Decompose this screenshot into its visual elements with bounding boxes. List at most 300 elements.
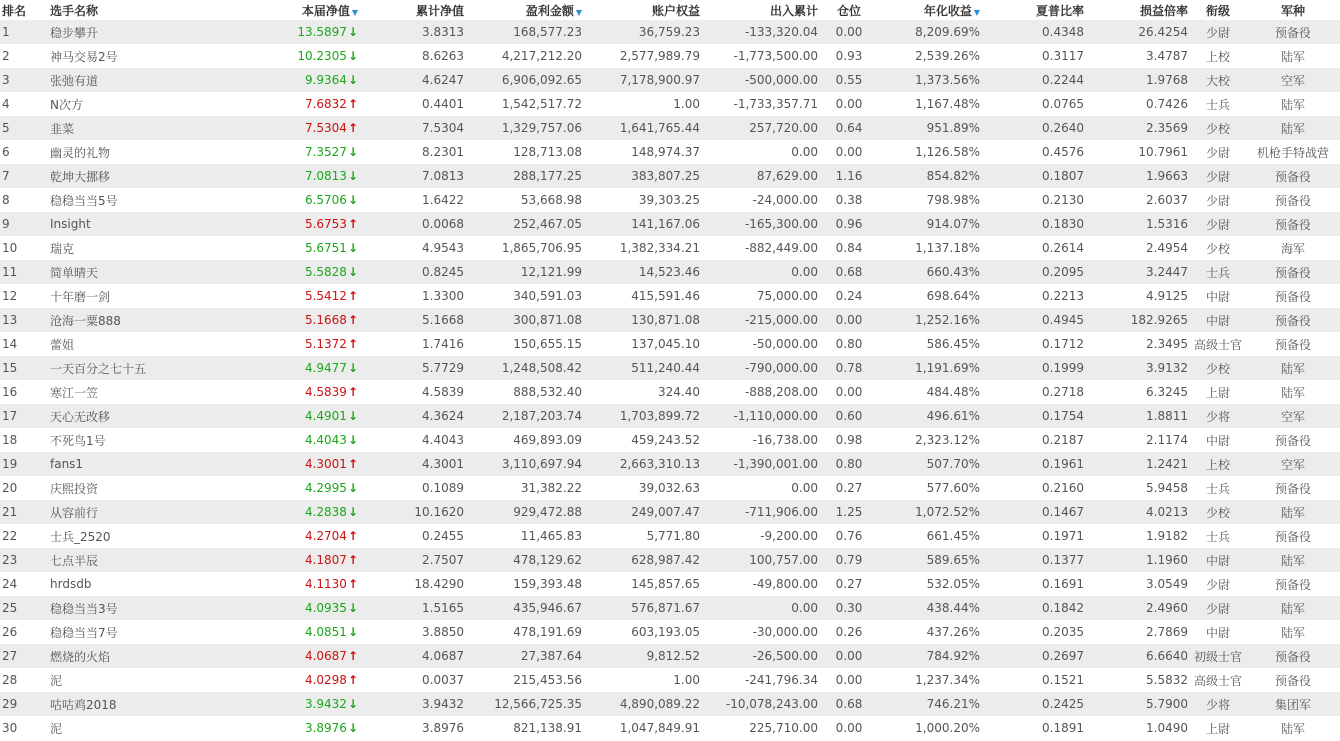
table-row[interactable] — [0, 452, 1340, 476]
cell-sharpe: 0.1891 — [1042, 721, 1084, 735]
cell-branch: 空军 — [1280, 457, 1305, 472]
cell-branch: 陆军 — [1280, 97, 1305, 112]
cell-profit: 4,217,212.20 — [501, 49, 582, 63]
table-row[interactable] — [0, 716, 1340, 740]
sort-desc-icon[interactable]: ▼ — [351, 7, 358, 17]
cell-rank: 10 — [2, 241, 18, 255]
cell-rank: 6 — [2, 145, 10, 159]
cell-flow: -30,000.00 — [752, 625, 818, 639]
cell-pl-ratio: 4.0213 — [1146, 505, 1188, 519]
cell-nav — [218, 404, 360, 428]
cell-cum-nav: 3.8850 — [422, 625, 464, 639]
cell-cum-nav: 5.1668 — [422, 313, 464, 327]
nav-value: 5.5412 — [304, 289, 347, 303]
nav-value: 4.1130 — [304, 577, 347, 591]
cell-sharpe: 0.0765 — [1042, 97, 1084, 111]
cell-rank-title: 上校 — [1205, 457, 1230, 472]
cell-branch: 预备役 — [1274, 289, 1311, 304]
cell-pl-ratio: 1.1960 — [1146, 553, 1188, 567]
cell-branch: 陆军 — [1280, 385, 1305, 400]
cell-player-name[interactable]: 一天百分之七十五 — [50, 361, 147, 376]
cell-profit: 1,329,757.06 — [501, 121, 582, 135]
arrow-down-icon: ↓ — [347, 361, 358, 375]
cell-player-name[interactable]: 稳稳当当3号 — [50, 601, 118, 616]
cell-pl-ratio: 3.4787 — [1146, 49, 1188, 63]
cell-annual: 1,252.16% — [915, 313, 980, 327]
sort-desc-icon[interactable]: ▼ — [973, 7, 980, 17]
cell-cum-nav: 1.7416 — [422, 337, 464, 351]
cell-annual: 496.61% — [926, 409, 980, 423]
cell-position: 0.80 — [835, 457, 863, 471]
sort-desc-icon[interactable]: ▼ — [575, 7, 582, 17]
nav-value: 4.0298 — [304, 673, 347, 687]
nav-value: 4.1807 — [304, 553, 347, 567]
cell-annual: 577.60% — [926, 481, 980, 495]
col-header-nav[interactable]: 本届净值 ▼ — [301, 3, 358, 18]
cell-equity: 137,045.10 — [631, 337, 700, 351]
arrow-down-icon: ↓ — [347, 25, 358, 39]
header-row — [0, 0, 1340, 20]
cell-player-name[interactable]: 燃烧的火焰 — [50, 649, 111, 664]
cell-profit: 300,871.08 — [513, 313, 582, 327]
cell-equity: 2,663,310.13 — [619, 457, 700, 471]
cell-annual: 8,209.69% — [915, 25, 980, 39]
cell-position: 0.00 — [835, 25, 863, 39]
col-header-equity[interactable]: 账户权益 — [651, 3, 700, 18]
cell-branch: 预备役 — [1274, 481, 1311, 496]
col-header-pl-ratio[interactable]: 损益倍率 — [1139, 3, 1188, 18]
cell-cum-nav: 1.5165 — [422, 601, 464, 615]
cell-branch: 预备役 — [1274, 337, 1311, 352]
cell-nav — [218, 596, 360, 620]
cell-rank: 5 — [2, 121, 10, 135]
cell-cum-nav: 3.8313 — [422, 25, 464, 39]
cell-cum-nav: 0.0037 — [422, 673, 464, 687]
cell-nav — [218, 572, 360, 596]
nav-value: 4.4901 — [304, 409, 347, 423]
cell-branch: 陆军 — [1280, 721, 1305, 736]
cell-equity: 1,703,899.72 — [619, 409, 700, 423]
cell-player-name[interactable]: 天心无改移 — [50, 409, 111, 424]
cell-flow: -882,449.00 — [744, 241, 818, 255]
cell-player-name[interactable]: 简单晴天 — [50, 265, 99, 280]
nav-value: 7.6832 — [304, 97, 347, 111]
arrow-down-icon: ↓ — [347, 697, 358, 711]
arrow-up-icon: ↑ — [347, 337, 358, 351]
cell-flow: -16,738.00 — [752, 433, 818, 447]
cell-pl-ratio: 5.9458 — [1146, 481, 1188, 495]
cell-cum-nav: 7.5304 — [422, 121, 464, 135]
cell-pl-ratio: 1.5316 — [1146, 217, 1188, 231]
cell-profit: 478,191.69 — [513, 625, 582, 639]
cell-profit: 288,177.25 — [513, 169, 582, 183]
cell-annual: 660.43% — [926, 265, 980, 279]
col-header-rank-title[interactable]: 衔级 — [1205, 3, 1230, 18]
cell-sharpe: 0.1961 — [1042, 457, 1084, 471]
cell-player-name[interactable]: 不死鸟1号 — [50, 433, 106, 448]
table-row[interactable] — [0, 500, 1340, 524]
nav-value: 4.4043 — [304, 433, 347, 447]
cell-profit: 469,893.09 — [513, 433, 582, 447]
cell-pl-ratio: 10.7961 — [1138, 145, 1188, 159]
cell-pl-ratio: 1.9768 — [1146, 73, 1188, 87]
cell-branch: 陆军 — [1280, 505, 1305, 520]
cell-cum-nav: 7.0813 — [422, 169, 464, 183]
cell-rank: 14 — [2, 337, 18, 351]
cell-cum-nav: 0.1089 — [422, 481, 464, 495]
cell-equity: 141,167.06 — [631, 217, 700, 231]
cell-player-name[interactable]: 乾坤大挪移 — [50, 169, 111, 184]
cell-branch: 陆军 — [1280, 553, 1305, 568]
cell-sharpe: 0.3117 — [1042, 49, 1084, 63]
cell-flow: 75,000.00 — [756, 289, 818, 303]
cell-player-name[interactable]: 庆熙投资 — [50, 481, 99, 496]
cell-position: 0.55 — [835, 73, 863, 87]
cell-rank: 13 — [2, 313, 18, 327]
table-row[interactable] — [0, 284, 1340, 308]
cell-player-name[interactable]: 泥 — [50, 721, 63, 736]
cell-player-name[interactable]: 韭菜 — [50, 121, 75, 136]
cell-nav — [218, 668, 360, 692]
table-row[interactable] — [0, 68, 1340, 92]
cell-nav — [218, 500, 360, 524]
cell-pl-ratio: 2.4954 — [1146, 241, 1188, 255]
table-row[interactable] — [0, 260, 1340, 284]
table-row[interactable] — [0, 524, 1340, 548]
cell-sharpe: 0.2213 — [1042, 289, 1084, 303]
cell-profit: 215,453.56 — [513, 673, 582, 687]
cell-player-name[interactable]: 蕾姐 — [50, 337, 75, 352]
cell-nav — [218, 116, 360, 140]
cell-branch: 预备役 — [1274, 649, 1311, 664]
cell-pl-ratio: 1.0490 — [1146, 721, 1188, 735]
arrow-up-icon: ↑ — [347, 289, 358, 303]
cell-cum-nav: 0.2455 — [422, 529, 464, 543]
cell-rank: 2 — [2, 49, 10, 63]
cell-rank-title: 中尉 — [1205, 553, 1230, 568]
cell-player-name[interactable]: 张弛有道 — [50, 73, 99, 88]
cell-nav — [218, 140, 360, 164]
cell-pl-ratio: 26.4254 — [1138, 25, 1188, 39]
cell-player-name[interactable]: fans1 — [50, 457, 84, 471]
cell-flow: -1,110,000.00 — [733, 409, 818, 423]
nav-value: 6.5706 — [304, 193, 347, 207]
nav-value: 5.6751 — [304, 241, 347, 255]
cell-equity: 1.00 — [673, 673, 700, 687]
cell-rank: 26 — [2, 625, 18, 639]
cell-annual: 1,126.58% — [915, 145, 980, 159]
cell-branch: 预备役 — [1274, 193, 1311, 208]
cell-nav — [218, 716, 360, 740]
cell-position: 0.26 — [835, 625, 863, 639]
cell-position: 0.00 — [835, 97, 863, 111]
cell-rank-title: 士兵 — [1205, 265, 1230, 280]
nav-value: 5.1668 — [304, 313, 347, 327]
table-row[interactable] — [0, 44, 1340, 68]
cell-position: 0.78 — [835, 361, 863, 375]
cell-pl-ratio: 4.9125 — [1146, 289, 1188, 303]
cell-cum-nav: 3.8976 — [422, 721, 464, 735]
cell-player-name[interactable]: 寒江一笠 — [50, 385, 99, 400]
arrow-down-icon: ↓ — [347, 265, 358, 279]
cell-player-name[interactable]: 沧海一粟888 — [50, 313, 121, 328]
cell-player-name[interactable]: Insight — [50, 217, 91, 231]
cell-cum-nav: 0.8245 — [422, 265, 464, 279]
cell-equity: 130,871.08 — [631, 313, 700, 327]
cell-profit: 821,138.91 — [513, 721, 582, 735]
cell-player-name[interactable]: 幽灵的礼物 — [50, 145, 111, 160]
cell-player-name[interactable]: 士兵_2520 — [50, 529, 111, 544]
cell-profit: 168,577.23 — [513, 25, 582, 39]
cell-flow: -24,000.00 — [752, 193, 818, 207]
cell-pl-ratio: 2.3569 — [1146, 121, 1188, 135]
cell-position: 1.16 — [835, 169, 863, 183]
cell-equity: 511,240.44 — [631, 361, 700, 375]
nav-value: 7.3527 — [304, 145, 347, 159]
cell-player-name[interactable]: 从容前行 — [50, 505, 99, 520]
cell-rank: 7 — [2, 169, 10, 183]
cell-annual: 914.07% — [926, 217, 980, 231]
col-header-sharpe[interactable]: 夏普比率 — [1035, 3, 1084, 18]
cell-rank-title: 中尉 — [1205, 433, 1230, 448]
cell-profit: 150,655.15 — [513, 337, 582, 351]
table-row[interactable] — [0, 140, 1340, 164]
table-row[interactable] — [0, 332, 1340, 356]
cell-equity: 1,641,765.44 — [619, 121, 700, 135]
cell-rank-title: 中尉 — [1205, 289, 1230, 304]
cell-flow: -49,800.00 — [752, 577, 818, 591]
table-row[interactable] — [0, 92, 1340, 116]
cell-flow: -888,208.00 — [744, 385, 818, 399]
cell-position: 0.79 — [835, 553, 863, 567]
cell-nav — [218, 212, 360, 236]
arrow-down-icon: ↓ — [347, 73, 358, 87]
table-row[interactable] — [0, 20, 1340, 44]
table-row[interactable] — [0, 644, 1340, 668]
arrow-up-icon: ↑ — [347, 121, 358, 135]
cell-rank: 30 — [2, 721, 18, 735]
cell-profit: 27,387.64 — [520, 649, 582, 663]
cell-branch: 集团军 — [1274, 697, 1311, 712]
table-row[interactable] — [0, 404, 1340, 428]
cell-pl-ratio: 2.7869 — [1146, 625, 1188, 639]
cell-flow: -1,773,500.00 — [733, 49, 818, 63]
cell-player-name[interactable]: 稳稳当当7号 — [50, 625, 118, 640]
cell-profit: 12,566,725.35 — [494, 697, 582, 711]
nav-value: 10.2305 — [297, 49, 347, 63]
col-header-profit[interactable]: 盈利金额 ▼ — [525, 3, 582, 18]
cell-annual: 532.05% — [926, 577, 980, 591]
cell-player-name[interactable]: 十年磨一剑 — [50, 289, 111, 304]
cell-sharpe: 0.2095 — [1042, 265, 1084, 279]
cell-position: 0.27 — [835, 577, 863, 591]
col-header-rank[interactable]: 排名 — [2, 3, 27, 18]
cell-cum-nav: 8.6263 — [422, 49, 464, 63]
col-header-branch[interactable]: 军种 — [1280, 3, 1305, 18]
cell-rank-title: 少尉 — [1205, 601, 1230, 616]
cell-rank: 27 — [2, 649, 18, 663]
col-header-annual[interactable]: 年化收益 ▼ — [923, 3, 980, 18]
col-header-name[interactable]: 选手名称 — [50, 3, 99, 18]
nav-value: 13.5897 — [297, 25, 347, 39]
col-header-position[interactable]: 仓位 — [836, 3, 861, 18]
table-row[interactable] — [0, 428, 1340, 452]
cell-equity: 415,591.46 — [631, 289, 700, 303]
cell-sharpe: 0.1467 — [1042, 505, 1084, 519]
arrow-up-icon: ↑ — [347, 577, 358, 591]
cell-equity: 1.00 — [673, 97, 700, 111]
table-row[interactable] — [0, 668, 1340, 692]
cell-flow: -215,000.00 — [744, 313, 818, 327]
cell-cum-nav: 1.6422 — [422, 193, 464, 207]
cell-pl-ratio: 3.9132 — [1146, 361, 1188, 375]
cell-annual: 586.45% — [926, 337, 980, 351]
cell-rank-title: 中尉 — [1205, 625, 1230, 640]
cell-player-name[interactable]: 稳稳当当5号 — [50, 193, 118, 208]
cell-flow: 0.00 — [791, 601, 818, 615]
cell-nav — [218, 236, 360, 260]
cell-player-name[interactable]: 神马交易2号 — [50, 49, 118, 64]
cell-player-name[interactable]: 七点半辰 — [50, 553, 99, 568]
arrow-down-icon: ↓ — [347, 145, 358, 159]
cell-cum-nav: 10.1620 — [414, 505, 464, 519]
cell-flow: -133,320.04 — [744, 25, 818, 39]
cell-rank-title: 少尉 — [1205, 169, 1230, 184]
cell-cum-nav: 18.4290 — [414, 577, 464, 591]
cell-equity: 4,890,089.22 — [619, 697, 700, 711]
cell-branch: 机枪手特战营 — [1256, 145, 1329, 160]
cell-sharpe: 0.1999 — [1042, 361, 1084, 375]
cell-position: 0.96 — [835, 217, 863, 231]
cell-profit: 435,946.67 — [513, 601, 582, 615]
cell-sharpe: 0.1971 — [1042, 529, 1084, 543]
arrow-down-icon: ↓ — [347, 169, 358, 183]
cell-branch: 海军 — [1280, 241, 1305, 256]
cell-player-name[interactable]: hrdsdb — [50, 577, 92, 591]
cell-annual: 661.45% — [926, 529, 980, 543]
cell-player-name[interactable]: N次方 — [50, 97, 83, 112]
cell-equity: 383,807.25 — [631, 169, 700, 183]
cell-rank-title: 少将 — [1205, 409, 1230, 424]
nav-value: 4.0851 — [304, 625, 347, 639]
cell-nav — [218, 164, 360, 188]
arrow-down-icon: ↓ — [347, 433, 358, 447]
cell-rank: 28 — [2, 673, 18, 687]
table-row[interactable] — [0, 212, 1340, 236]
table-row[interactable] — [0, 164, 1340, 188]
nav-value: 5.6753 — [304, 217, 347, 231]
cell-nav — [218, 308, 360, 332]
cell-position: 0.68 — [835, 265, 863, 279]
cell-nav — [218, 380, 360, 404]
cell-position: 0.00 — [835, 145, 863, 159]
cell-branch: 空军 — [1280, 73, 1305, 88]
cell-cum-nav: 4.4043 — [422, 433, 464, 447]
cell-rank-title: 中尉 — [1205, 313, 1230, 328]
cell-nav — [218, 620, 360, 644]
cell-rank-title: 少尉 — [1205, 145, 1230, 160]
table-row[interactable] — [0, 236, 1340, 260]
cell-flow: 87,629.00 — [756, 169, 818, 183]
cell-nav — [218, 476, 360, 500]
cell-flow: 225,710.00 — [749, 721, 818, 735]
table-row[interactable] — [0, 356, 1340, 380]
col-header-cum-nav[interactable]: 累计净值 — [415, 3, 464, 18]
arrow-down-icon: ↓ — [347, 481, 358, 495]
cell-equity: 324.40 — [658, 385, 700, 399]
cell-rank: 25 — [2, 601, 18, 615]
table-row[interactable] — [0, 596, 1340, 620]
cell-sharpe: 0.1521 — [1042, 673, 1084, 687]
arrow-down-icon: ↓ — [347, 193, 358, 207]
cell-player-name[interactable]: 咕咕鸡2018 — [50, 697, 117, 712]
table-row[interactable] — [0, 116, 1340, 140]
table-row[interactable] — [0, 620, 1340, 644]
cell-profit: 12,121.99 — [520, 265, 582, 279]
cell-position: 0.60 — [835, 409, 863, 423]
arrow-up-icon: ↑ — [347, 313, 358, 327]
table-row[interactable] — [0, 380, 1340, 404]
cell-branch: 预备役 — [1274, 433, 1311, 448]
cell-nav — [218, 356, 360, 380]
col-header-flow[interactable]: 出入累计 — [769, 3, 818, 18]
cell-cum-nav: 8.2301 — [422, 145, 464, 159]
cell-flow: -711,906.00 — [744, 505, 818, 519]
cell-sharpe: 0.2035 — [1042, 625, 1084, 639]
cell-rank-title: 上尉 — [1205, 385, 1230, 400]
table-row[interactable] — [0, 692, 1340, 716]
cell-annual: 438.44% — [926, 601, 980, 615]
table-body — [0, 20, 1340, 740]
cell-profit: 6,906,092.65 — [501, 73, 582, 87]
cell-rank: 21 — [2, 505, 18, 519]
table-row[interactable] — [0, 188, 1340, 212]
cell-nav — [218, 92, 360, 116]
cell-player-name[interactable]: 泥 — [50, 673, 63, 688]
cell-sharpe: 0.2187 — [1042, 433, 1084, 447]
cell-flow: -9,200.00 — [760, 529, 818, 543]
table-row[interactable] — [0, 572, 1340, 596]
nav-value: 3.8976 — [304, 721, 347, 735]
cell-profit: 1,865,706.95 — [501, 241, 582, 255]
cell-sharpe: 0.2244 — [1042, 73, 1084, 87]
table-row[interactable] — [0, 476, 1340, 500]
cell-equity: 1,382,334.21 — [619, 241, 700, 255]
cell-player-name[interactable]: 稳步攀升 — [50, 25, 99, 40]
table-row[interactable] — [0, 308, 1340, 332]
table-row[interactable] — [0, 548, 1340, 572]
cell-nav — [218, 548, 360, 572]
cell-pl-ratio: 2.3495 — [1146, 337, 1188, 351]
cell-cum-nav: 4.9543 — [422, 241, 464, 255]
cell-rank-title: 士兵 — [1205, 529, 1230, 544]
cell-annual: 589.65% — [926, 553, 980, 567]
cell-rank-title: 少校 — [1205, 361, 1230, 376]
cell-rank-title: 少尉 — [1205, 577, 1230, 592]
cell-player-name[interactable]: 瑞克 — [50, 241, 75, 256]
cell-annual: 854.82% — [926, 169, 980, 183]
cell-profit: 53,668.98 — [520, 193, 582, 207]
cell-rank-title: 大校 — [1205, 73, 1230, 88]
cell-branch: 预备役 — [1274, 265, 1311, 280]
cell-pl-ratio: 1.8811 — [1146, 409, 1188, 423]
cell-profit: 2,187,203.74 — [501, 409, 582, 423]
cell-rank-title: 高级士官 — [1193, 673, 1242, 688]
cell-nav — [218, 428, 360, 452]
cell-sharpe: 0.1807 — [1042, 169, 1084, 183]
cell-rank: 15 — [2, 361, 18, 375]
cell-cum-nav: 4.6247 — [422, 73, 464, 87]
